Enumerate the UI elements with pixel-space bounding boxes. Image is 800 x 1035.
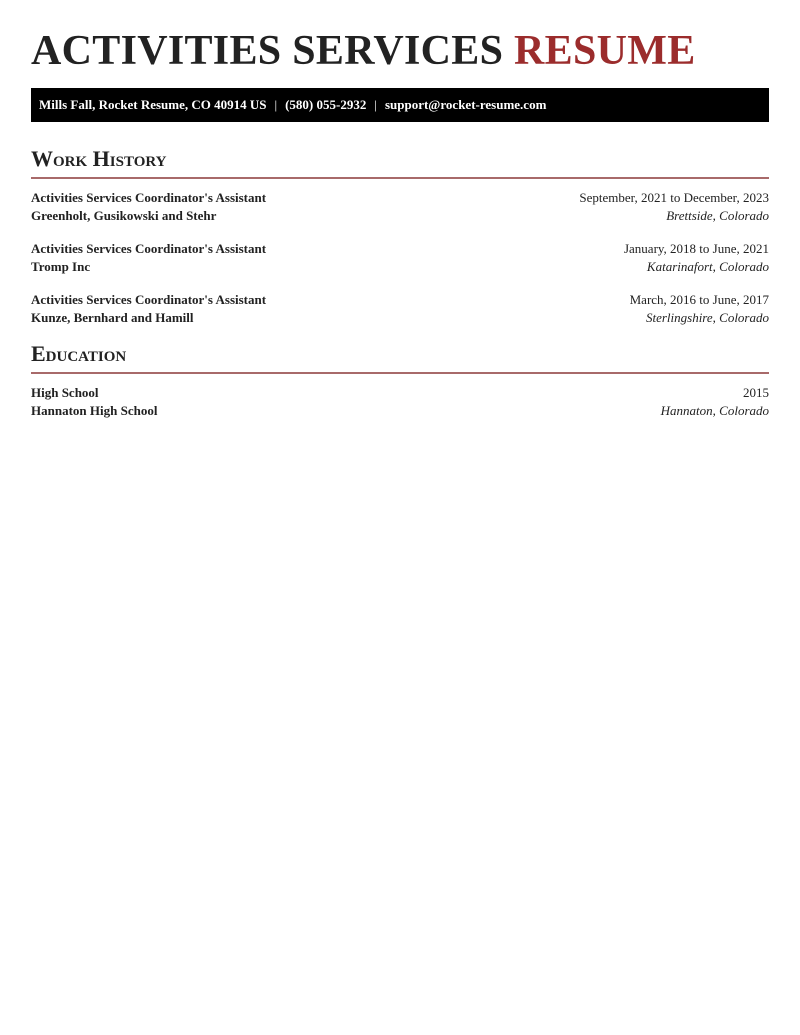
job-dates: January, 2018 to June, 2021	[623, 241, 769, 256]
resume-page	[0, 0, 800, 420]
company-name: Tromp Inc	[31, 259, 91, 274]
section-divider	[31, 177, 769, 179]
education-heading: Education	[31, 341, 127, 366]
school-name: Hannaton High School	[31, 403, 158, 418]
company-name: Greenholt, Gusikowski and Stehr	[31, 208, 217, 223]
job-location: Sterlingshire, Colorado	[645, 310, 769, 325]
work-entry	[31, 189, 769, 225]
title-accent: RESUME	[514, 28, 696, 74]
work-entry	[31, 240, 769, 276]
graduation-year: 2015	[743, 385, 769, 400]
job-title: Activities Services Coordinator's Assistant	[31, 190, 267, 205]
contact-separator: |	[374, 97, 377, 112]
title-main: ACTIVITIES SERVICES	[31, 28, 504, 74]
job-title: Activities Services Coordinator's Assistant	[31, 241, 267, 256]
job-dates: March, 2016 to June, 2017	[629, 292, 769, 307]
job-title: Activities Services Coordinator's Assistant	[31, 292, 267, 307]
job-location: Brettside, Colorado	[666, 208, 769, 223]
work-history-heading: Work History	[31, 146, 167, 171]
section-divider	[31, 372, 769, 374]
contact-separator: |	[274, 97, 278, 112]
degree: High School	[31, 385, 99, 400]
contact-address: Mills Fall, Rocket Resume, CO 40914 US	[39, 97, 267, 112]
contact-phone: (580) 055-2932	[285, 97, 367, 112]
education-entry	[31, 384, 769, 420]
job-location: Katarinafort, Colorado	[646, 259, 769, 274]
work-entry	[31, 291, 769, 327]
school-location: Hannaton, Colorado	[660, 403, 769, 418]
resume-title	[31, 0, 769, 74]
job-dates: September, 2021 to December, 2023	[579, 190, 769, 205]
contact-email: support@rocket-resume.com	[384, 97, 547, 112]
contact-bar	[31, 88, 769, 122]
company-name: Kunze, Bernhard and Hamill	[31, 310, 194, 325]
